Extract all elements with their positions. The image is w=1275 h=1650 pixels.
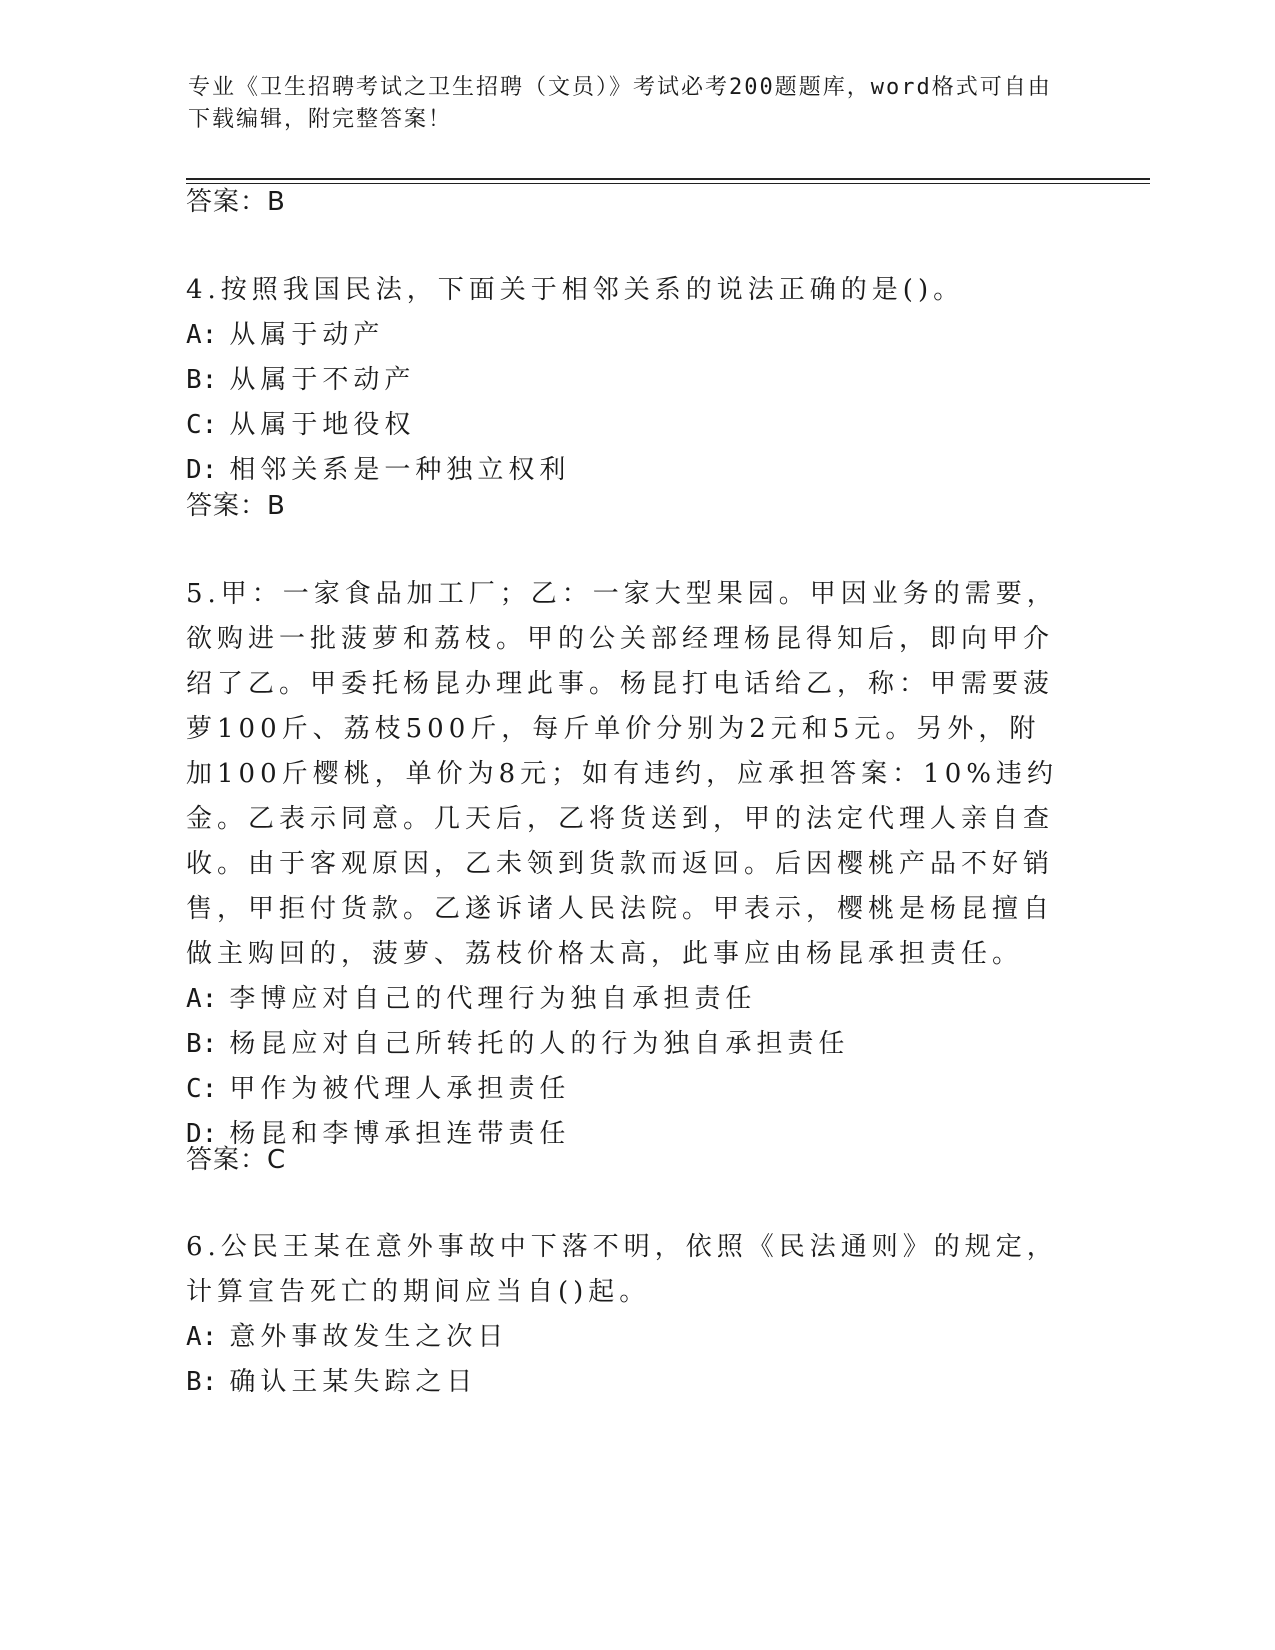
question-text: 5.甲：一家食品加工厂；乙：一家大型果园。甲因业务的需要，欲购进一批菠萝和荔枝。甲的公关部经理杨昆得知后，即向甲介绍了乙。甲委托杨昆办理此事。杨昆打电话给乙，称：甲需要菠萝100斤、荔枝500斤，每斤单价分别为2元和5元。另外，附加100斤樱桃，单价为8元；如有违约，应承担答案：10%违约金。乙表示同意。几天后，乙将货送到，甲的法定代理人亲自查收。由于客观原因，乙未领到货款而返回。后因樱桃产品不好销售，甲拒付货款。乙遂诉诸人民法院。甲表示，樱桃是杨昆擅自做主购回的，菠萝、荔枝价格太高，此事应由杨昆承担责任。 [186, 579, 1058, 969]
question-text: 6.公民王某在意外事故中下落不明，依照《民法通则》的规定，计算宣告死亡的期间应当自()起。 [186, 1232, 1058, 1307]
option-b [186, 358, 1066, 403]
option-text: 杨昆和李博承担连带责任 [229, 1119, 571, 1149]
option-text: 甲作为被代理人承担责任 [229, 1074, 571, 1104]
answer-q5: 答案：C [186, 1145, 287, 1175]
option-key: A: [186, 1322, 218, 1352]
option-d [186, 1112, 1066, 1157]
document-header: 专业《卫生招聘考试之卫生招聘（文员）》考试必考200题题库，word格式可自由下载编辑，附完整答案！ [188, 75, 1052, 132]
option-key: D: [186, 455, 218, 485]
answer-q4: 答案：B [186, 491, 286, 521]
option-b [186, 1022, 1066, 1067]
option-key: B: [186, 1367, 218, 1397]
option-text: 意外事故发生之次日 [229, 1322, 509, 1352]
question-6 [186, 1225, 1066, 1405]
option-key: B: [186, 365, 218, 395]
option-d [186, 448, 1066, 493]
option-key: A: [186, 320, 218, 350]
answer-q3: 答案：B [186, 187, 286, 217]
option-text: 相邻关系是一种独立权利 [229, 455, 571, 485]
option-text: 从属于不动产 [229, 365, 416, 395]
option-text: 杨昆应对自己所转托的人的行为独自承担责任 [229, 1029, 850, 1059]
option-a [186, 977, 1066, 1022]
option-b [186, 1360, 1066, 1405]
option-a [186, 1315, 1066, 1360]
option-c [186, 403, 1066, 448]
option-text: 从属于动产 [229, 320, 385, 350]
option-key: C: [186, 1074, 218, 1104]
option-c [186, 1067, 1066, 1112]
question-5 [186, 572, 1066, 1157]
option-a [186, 313, 1066, 358]
question-text: 4.按照我国民法，下面关于相邻关系的说法正确的是()。 [186, 275, 965, 305]
option-text: 从属于地役权 [229, 410, 416, 440]
option-key: B: [186, 1029, 218, 1059]
header-divider-thin [186, 183, 1150, 184]
header-divider-thick [186, 178, 1150, 180]
option-key: A: [186, 984, 218, 1014]
option-text: 确认王某失踪之日 [229, 1367, 478, 1397]
option-text: 李博应对自己的代理行为独自承担责任 [229, 984, 757, 1014]
question-4 [186, 268, 1066, 493]
option-key: D: [186, 1119, 218, 1149]
option-key: C: [186, 410, 218, 440]
